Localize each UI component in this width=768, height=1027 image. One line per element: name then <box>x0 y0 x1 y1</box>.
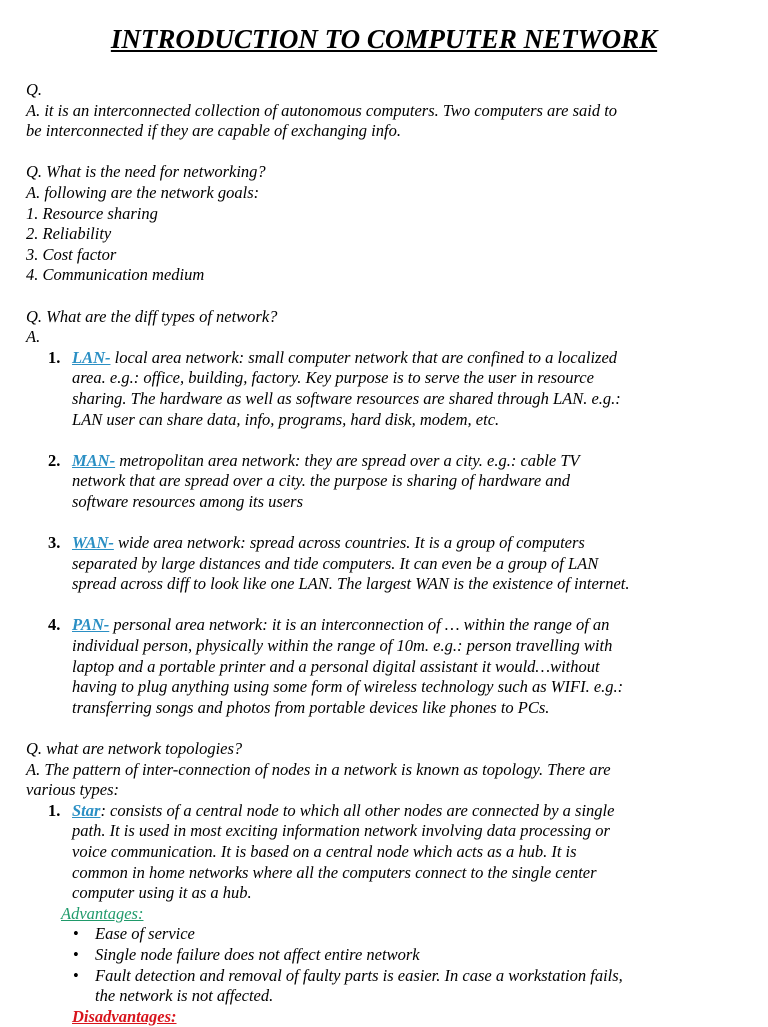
question: Q. <box>26 80 43 99</box>
section-q2 <box>26 162 768 286</box>
item-number: 1. <box>48 800 61 820</box>
list-item-lan: 1. LAN- local area network: small computer network that are confined to a localized area. e.g.: office, building, factory. Key purpose is to serve the user in resource sharing. The hardware as well as software resources are shared through LAN. e.g.: LAN user can share data, info, programs, hard disk, modem, etc. <box>48 347 621 429</box>
answer-line: A. <box>26 327 41 347</box>
question: Q. What is the need for networking? <box>26 162 266 182</box>
question: Q. What are the diff types of network? <box>26 306 278 326</box>
term-link[interactable]: PAN- <box>72 615 110 635</box>
list-item: 1. Resource sharing <box>26 203 158 223</box>
bullet-icon: • <box>73 924 79 944</box>
bullet-item: • Fault detection and removal of faulty parts is easier. In case a workstation fails, the network is not affected. <box>73 965 623 1006</box>
list-item-pan: 4. PAN- personal area network: it is an interconnection of … within the range of an individual person, physically within the range of 10m. e.g.: person travelling with laptop and a portable printer and a personal digital assistant it would…without having to plug anything using some form of wireless technology such as WIFI. e.g.: transferring songs and photos from portable devices like phones to PCs. <box>48 615 624 717</box>
section-q1 <box>26 80 768 142</box>
answer-line: various types: <box>26 780 120 800</box>
bullet-icon: • <box>73 944 79 964</box>
answer-line: A. it is an interconnected collection of autonomous computers. Two computers are said to <box>26 100 618 120</box>
disadvantages-heading: Disadvantages: <box>72 1006 177 1026</box>
section-q4 <box>26 739 768 1027</box>
bullet-icon: • <box>73 965 79 985</box>
network-types-list <box>26 348 768 719</box>
item-number: 3. <box>48 533 61 553</box>
page-title: INTRODUCTION TO COMPUTER NETWORK <box>110 24 658 54</box>
item-number: 2. <box>48 450 61 470</box>
term-link[interactable]: WAN- <box>72 533 114 553</box>
section-q3 <box>26 307 768 719</box>
list-item: 3. Cost factor <box>26 244 117 264</box>
term-link[interactable]: LAN- <box>72 347 111 367</box>
advantages-heading: Advantages: <box>61 903 144 923</box>
list-item-man: 2. MAN- metropolitan area network: they are spread over a city. e.g.: cable TV network that are spread over a city. the purpose is sharing of hardware and software resources among its users <box>48 450 580 511</box>
item-number: 1. <box>48 347 61 367</box>
item-number: 4. <box>48 615 61 635</box>
topology-list <box>26 801 768 904</box>
list-item-star: 1. Star: consists of a central node to which all other nodes are connected by a single path. It is used in most exciting information network involving data processing or voice communication. It is based on a central node which acts as a hub. It is common in home networks where all the computers connect to the single center computer using it as a hub. <box>48 800 615 903</box>
list-item: 2. Reliability <box>26 224 112 244</box>
answer-line: A. The pattern of inter-connection of nodes in a network is known as topology. There are <box>26 759 611 779</box>
term-link[interactable]: Star <box>72 800 101 820</box>
answer-line: A. following are the network goals: <box>26 182 260 202</box>
answer-line: be interconnected if they are capable of exchanging info. <box>26 121 401 141</box>
term-link[interactable]: MAN- <box>72 450 116 470</box>
bullet-item: • Ease of service <box>73 924 195 944</box>
bullet-item: • Single node failure does not affect entire network <box>73 944 420 964</box>
list-item-wan: 3. WAN- wide area network: spread across countries. It is a group of computers separated by large distances and tide computers. It can even be a group of LAN spread across diff to look like one LAN. The largest WAN is the existence of internet. <box>48 533 630 594</box>
question: Q. what are network topologies? <box>26 739 243 758</box>
list-item: 4. Communication medium <box>26 265 205 285</box>
